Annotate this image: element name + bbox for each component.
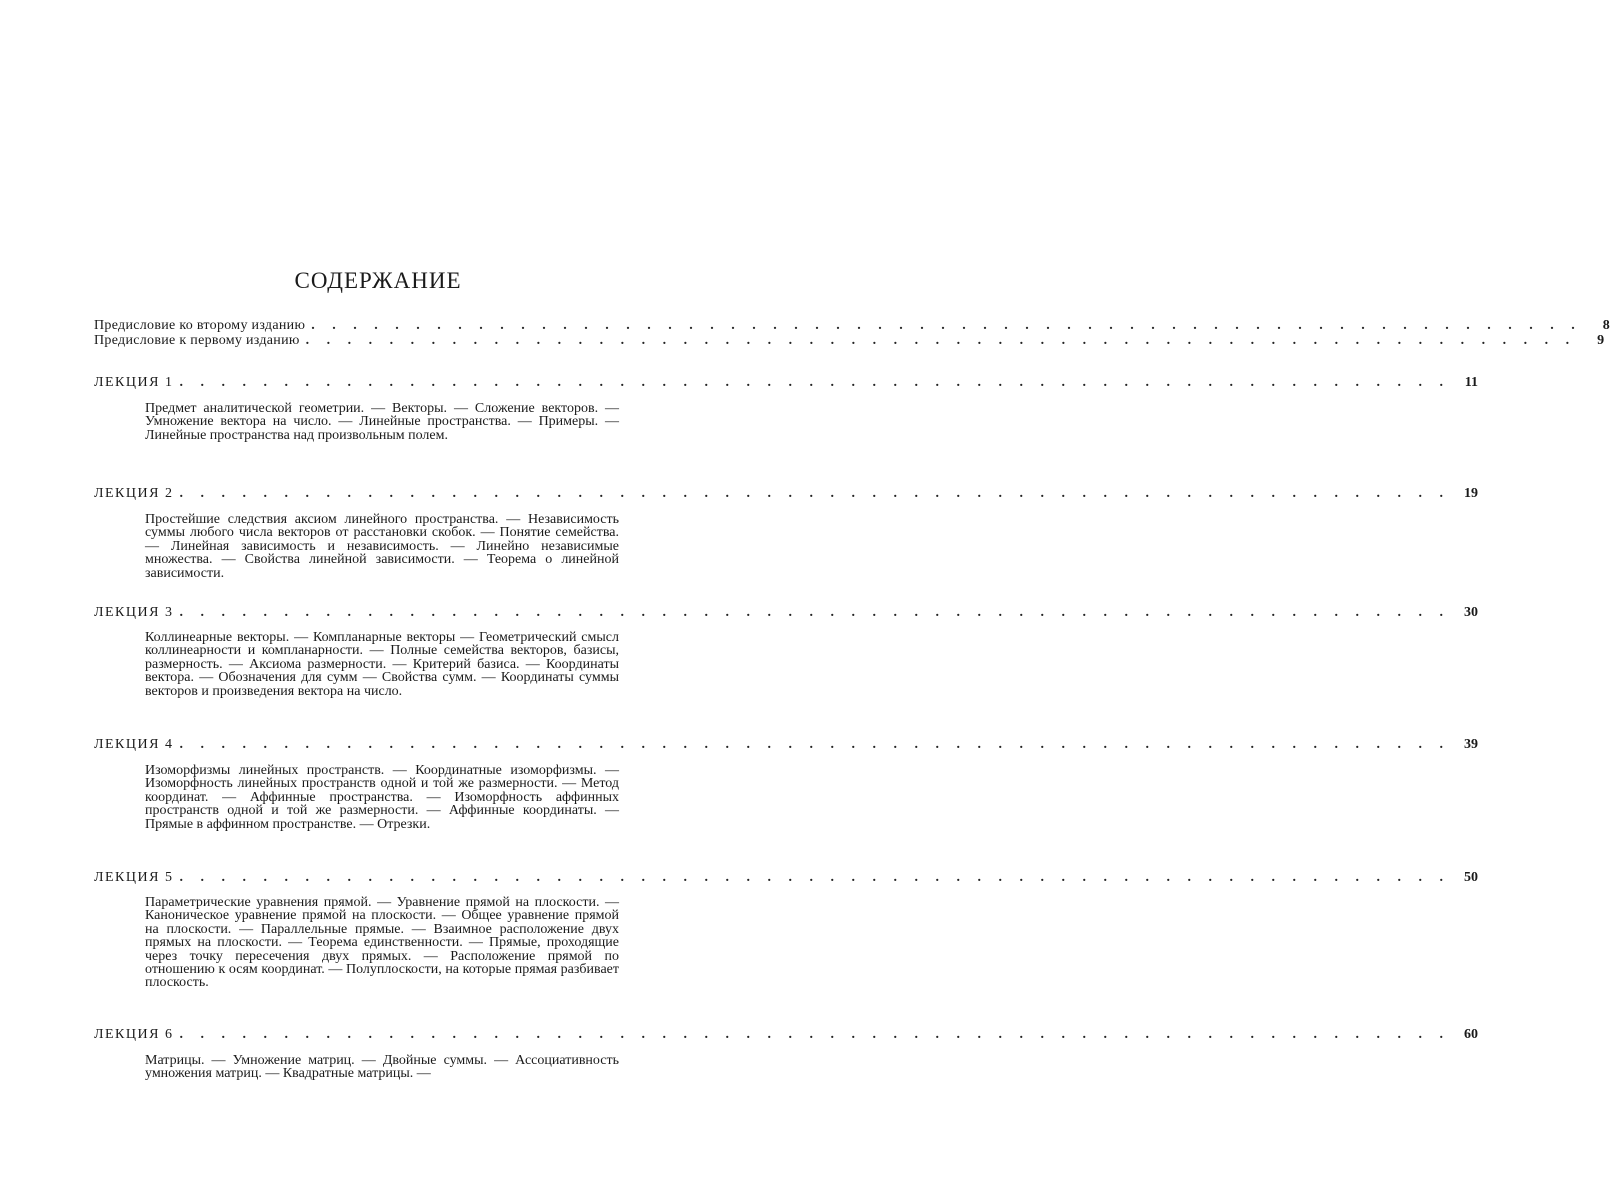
toc-page-number: 39: [1463, 737, 1478, 752]
dot-leader: . . . . . . . . . . . . . . . . . . . . . . . . . . . . . . . . . . . . . . . . . . . . . . . . . . . . . . . . . . . . .: [311, 318, 1582, 333]
toc-page-number: 19: [1463, 486, 1478, 501]
page-title: СОДЕРЖАНИЕ: [294, 268, 462, 293]
lecture-title: ЛЕКЦИЯ 4: [94, 737, 174, 752]
toc-entry-label: Предисловие ко второму изданию: [94, 318, 306, 333]
lecture-title: ЛЕКЦИЯ 3: [94, 605, 174, 620]
toc-entry-lecture-1: [94, 375, 1478, 393]
dot-leader: . . . . . . . . . . . . . . . . . . . . . . . . . . . . . . . . . . . . . . . . . . . . . . . . . . . . . . . . . . . . .: [305, 333, 1577, 348]
toc-entry-lecture-6: [94, 1027, 1478, 1045]
lecture-title: ЛЕКЦИЯ 5: [94, 870, 174, 885]
dot-leader: . . . . . . . . . . . . . . . . . . . . . . . . . . . . . . . . . . . . . . . . . . . . . . . . . . . . . . . . . . . . .: [179, 605, 1450, 620]
toc-page-number: 8: [1602, 318, 1610, 333]
toc-entry-label: Предисловие к первому изданию: [94, 333, 300, 348]
toc-page-number: 60: [1463, 1027, 1478, 1042]
lecture-title: ЛЕКЦИЯ 6: [94, 1027, 174, 1042]
lecture-description: Коллинеарные векторы. — Компланарные векторы — Геометрический смысл коллинеарности и компланарности. — Полные семейства векторов, базисы, размерность. — Аксиома размерности. — Критерий базиса. — Координаты вектора. — Обозначения для сумм — Свойства сумм. — Координаты суммы векторов и произведения вектора на число.: [145, 630, 619, 699]
toc-page-number: 11: [1464, 375, 1478, 390]
dot-leader: . . . . . . . . . . . . . . . . . . . . . . . . . . . . . . . . . . . . . . . . . . . . . . . . . . . . . . . . . . . . .: [179, 486, 1450, 501]
dot-leader: . . . . . . . . . . . . . . . . . . . . . . . . . . . . . . . . . . . . . . . . . . . . . . . . . . . . . . . . . . . . .: [179, 870, 1450, 885]
toc-entry-lecture-2: [94, 486, 1478, 504]
toc-entry-lecture-4: [94, 737, 1478, 755]
toc-page-number: 50: [1463, 870, 1478, 885]
toc-entry-lecture-5: [94, 870, 1478, 888]
dot-leader: . . . . . . . . . . . . . . . . . . . . . . . . . . . . . . . . . . . . . . . . . . . . . . . . . . . . . . . . . . . . .: [179, 375, 1450, 390]
lecture-title: ЛЕКЦИЯ 1: [94, 375, 174, 390]
toc-page-number: 9: [1597, 333, 1605, 348]
lecture-description: Изоморфизмы линейных пространств. — Координатные изоморфизмы. — Изоморфность линейных пространств одной и той же размерности. — Метод координат. — Аффинные пространства. — Изоморфность аффинных пространств одной и той же размерности. — Аффинные координаты. — Прямые в аффинном пространстве. — Отрезки.: [145, 763, 619, 832]
lecture-description: Параметрические уравнения прямой. — Уравнение прямой на плоскости. — Каноническое уравнение прямой на плоскости. — Общее уравнение прямой на плоскости. — Параллельные прямые. — Взаимное расположение двух прямых на плоскости. — Теорема единственности. — Прямые, проходящие через точку пересечения двух прямых. — Расположение прямой по отношению к осям координат. — Полуплоскости, на которые прямая разбивает плоскость.: [145, 895, 619, 991]
lecture-description: Матрицы. — Умножение матриц. — Двойные суммы. — Ассоциативность умножения матриц. — Квадратные матрицы. —: [145, 1053, 619, 1082]
toc-entry-lecture-3: [94, 605, 1478, 623]
toc-page-number: 30: [1463, 605, 1478, 620]
lecture-description: Предмет аналитической геометрии. — Векторы. — Сложение векторов. — Умножение вектора на число. — Линейные пространства. — Примеры. — Линейные пространства над произвольным полем.: [145, 401, 619, 443]
toc-entry-preface-first: [94, 333, 1605, 351]
dot-leader: . . . . . . . . . . . . . . . . . . . . . . . . . . . . . . . . . . . . . . . . . . . . . . . . . . . . . . . . . . . . .: [179, 737, 1450, 752]
lecture-description: Простейшие следствия аксиом линейного пространства. — Независимость суммы любого числа векторов от расстановки скобок. — Понятие семейства. — Линейная зависимость и независимость. — Линейно независимые множества. — Свойства линейной зависимости. — Теорема о линейной зависимости.: [145, 512, 619, 581]
lecture-title: ЛЕКЦИЯ 2: [94, 486, 174, 501]
dot-leader: . . . . . . . . . . . . . . . . . . . . . . . . . . . . . . . . . . . . . . . . . . . . . . . . . . . . . . . . . . . . .: [179, 1027, 1450, 1042]
